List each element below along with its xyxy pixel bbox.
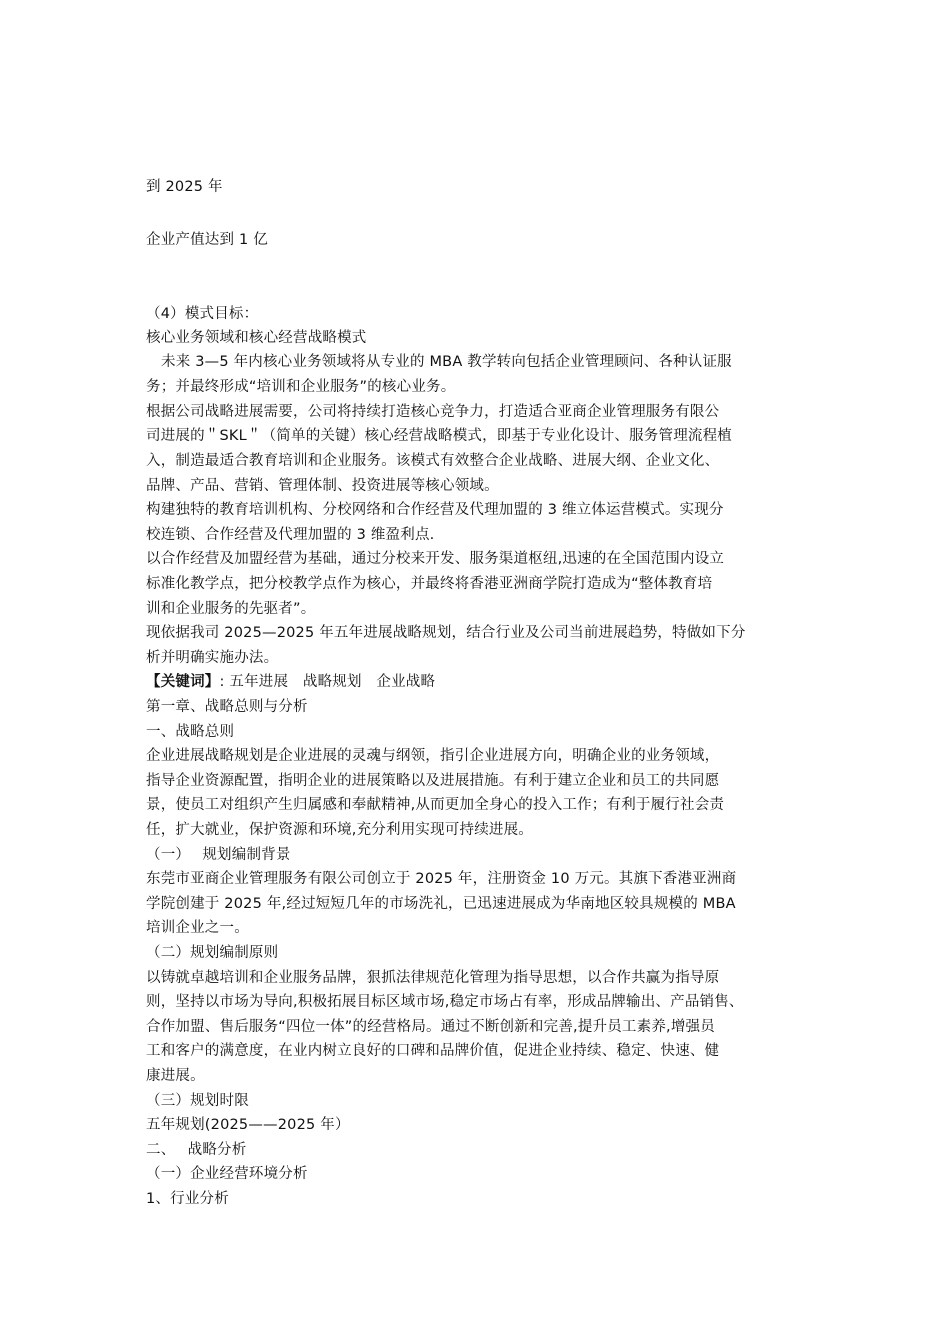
paragraph-line: 品牌、产品、营销、管理体制、投资进展等核心领域。 [146, 478, 499, 494]
text-line: 核心业务领域和核心经营战略模式 [146, 330, 367, 346]
paragraph-line: 未来 3—5 年内核心业务领域将从专业的 MBA 教学转向包括企业管理顾问、各种认证服 [161, 354, 732, 370]
section-mode-goal: （4）模式目标： [146, 306, 259, 322]
subsection-heading: （一）企业经营环境分析 [146, 1166, 308, 1182]
paragraph-line: 景，使员工对组织产生归属感和奉献精神,从而更加全身心的投入工作；有利于履行社会责 [146, 797, 725, 813]
paragraph-line: 企业进展战略规划是企业进展的灵魂与纲领，指引企业进展方向，明确企业的业务领域， [146, 748, 720, 764]
paragraph-line: 培训企业之一。 [146, 920, 249, 936]
subsection-heading: （一） 规划编制背景 [146, 847, 291, 863]
subsection-heading: （三）规划时限 [146, 1093, 249, 1109]
paragraph-line: 标准化教学点，把分校教学点作为核心，并最终将香港亚洲商学院打造成为“整体教育培 [146, 576, 713, 592]
paragraph-line: 析并明确实施办法。 [146, 650, 279, 666]
text-line: 五年规划(2025——2025 年） [146, 1117, 350, 1133]
paragraph-line: 工和客户的满意度，在业内树立良好的口碑和品牌价值，促进企业持续、稳定、快速、健 [146, 1043, 720, 1059]
paragraph-line: 康进展。 [146, 1068, 205, 1084]
keywords-line [146, 670, 435, 694]
section-heading: 一、战略总则 [146, 724, 235, 740]
paragraph-line: 以铸就卓越培训和企业服务品牌，狠抓法律规范化管理为指导思想，以合作共赢为指导原 [146, 970, 720, 986]
paragraph-line: 任，扩大就业，保护资源和环境,充分利用实现可持续进展。 [146, 822, 534, 838]
paragraph-line: 合作加盟、售后服务“四位一体”的经营格局。通过不断创新和完善,提升员工素养,增强员 [146, 1019, 715, 1035]
paragraph-line: 根据公司战略进展需要，公司将持续打造核心竞争力，打造适合亚商企业管理服务有限公 [146, 404, 720, 420]
section-heading: 二、 战略分析 [146, 1142, 247, 1158]
subsection-heading: （二）规划编制原则 [146, 945, 279, 961]
keywords-label: 【关键词】 [146, 674, 220, 690]
chapter-title: 第一章、战略总则与分析 [146, 699, 308, 715]
paragraph-line: 指导企业资源配置，指明企业的进展策略以及进展措施。有利于建立企业和员工的共同愿 [146, 773, 720, 789]
paragraph-line: 东莞市亚商企业管理服务有限公司创立于 2025 年，注册资金 10 万元。其旗下香港亚洲商 [146, 871, 737, 887]
paragraph-line: 司进展的＂SKL＂（简单的关键）核心经营战略模式，即基于专业化设计、服务管理流程植 [146, 428, 732, 444]
paragraph-line: 则，坚持以市场为导向,积极拓展目标区域市场,稳定市场占有率，形成品牌输出、产品销售、 [146, 994, 744, 1010]
paragraph-line: 务；并最终形成“培训和企业服务”的核心业务。 [146, 379, 456, 395]
keywords-value: : 五年进展 战略规划 企业战略 [219, 674, 436, 690]
heading-target-year: 到 2025 年 [146, 179, 223, 195]
paragraph-line: 构建独特的教育培训机构、分校网络和合作经营及代理加盟的 3 维立体运营模式。实现分 [146, 502, 724, 518]
paragraph-line: 校连锁、合作经营及代理加盟的 3 维盈利点. [146, 527, 435, 543]
paragraph-line: 以合作经营及加盟经营为基础，通过分校来开发、服务渠道枢纽,迅速的在全国范围内设立 [146, 551, 725, 567]
heading-output-value: 企业产值达到 1 亿 [146, 232, 268, 248]
paragraph-line: 现依据我司 2025—2025 年五年进展战略规划，结合行业及公司当前进展趋势，特做如下分 [146, 625, 746, 641]
paragraph-line: 入，制造最适合教育培训和企业服务。该模式有效整合企业战略、进展大纲、企业文化、 [146, 453, 720, 469]
paragraph-line: 训和企业服务的先驱者”。 [146, 601, 316, 617]
item-heading: 1、行业分析 [146, 1191, 229, 1207]
paragraph-line: 学院创建于 2025 年,经过短短几年的市场洗礼，已迅速进展成为华南地区较具规模的 MBA [146, 896, 736, 912]
